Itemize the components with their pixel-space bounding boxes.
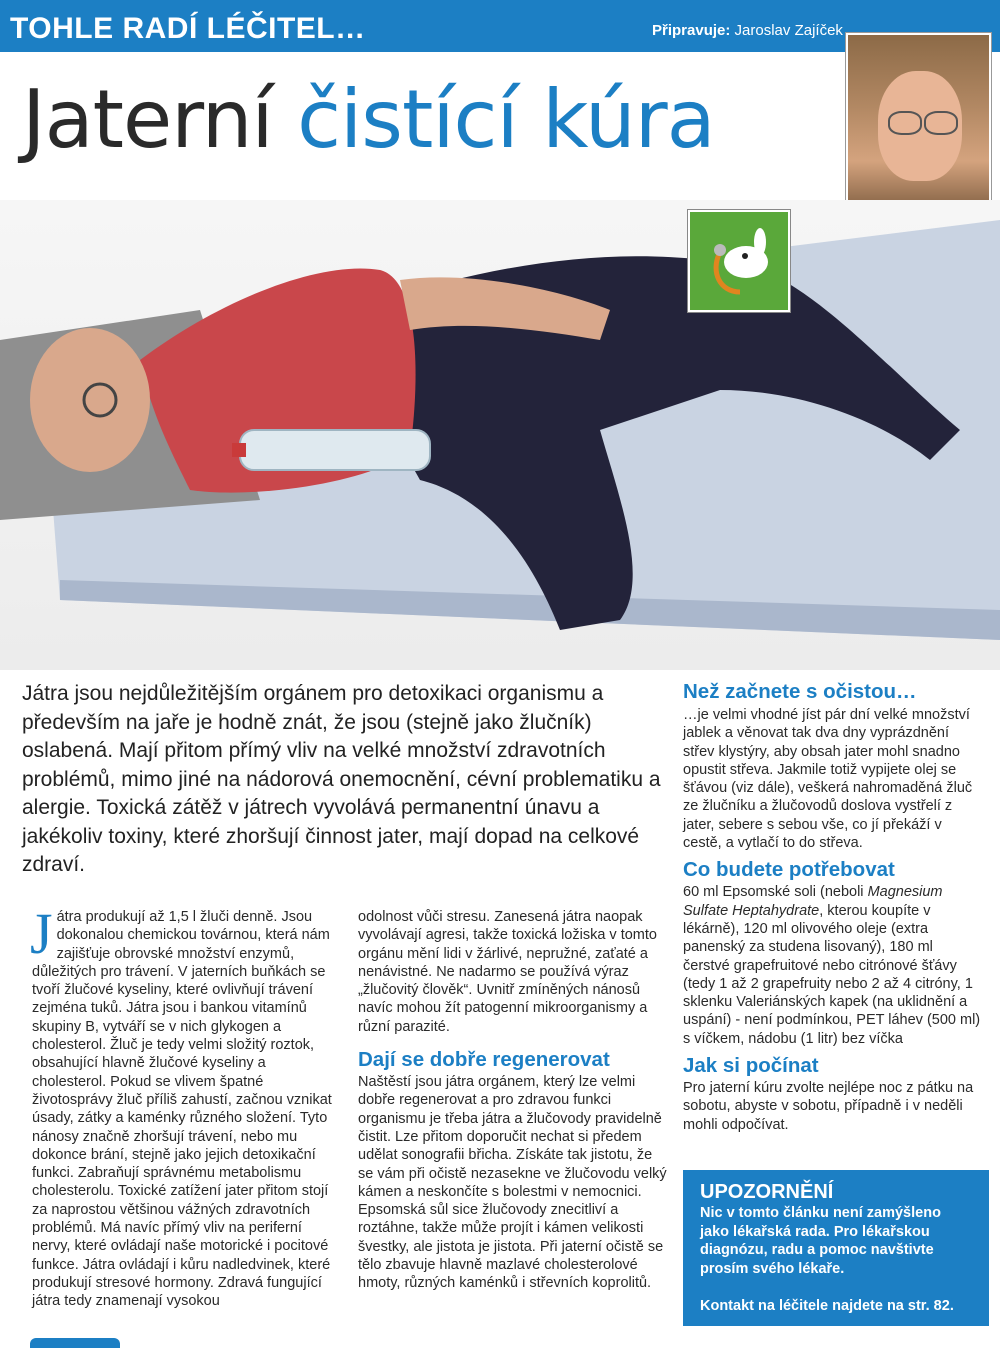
column-3-text-2 — [683, 883, 983, 1048]
portrait-glasses-left — [888, 111, 922, 135]
needs-text-a: 60 ml Epsomské soli (neboli — [683, 884, 868, 901]
needs-text-c: , kterou koupíte v lékárně), 120 ml olivového oleje (extra panenský za studena lisovaný), 180 ml čerstvé grapefruitové nebo citrónové šťávy (tedy 1 až 2 grapefruity nebo 2 až 4 citróny, 1 sklenku Valeriánských kapek (na uklidnění a uspání) - není podmínkou, PET láhev (500 ml) s víčkem, nádobu (1 litr) bez víčka — [683, 902, 981, 1047]
warning-title: UPOZORNĚNÍ — [700, 1181, 834, 1203]
bottle-cap — [232, 443, 246, 457]
subhead-before-cleanse: Než začnete s očistou… — [683, 680, 917, 703]
warning-box — [683, 1170, 989, 1326]
author-credit — [652, 22, 843, 39]
needs-latin-name: Magnesium Sulfate Heptahydrate — [683, 884, 943, 919]
main-photo — [0, 200, 1000, 670]
column-2-text-2: Naštěstí jsou játra orgánem, který lze velmi dobře regenerovat a pro zdravou funkci organismu je třeba játra a žlučovody pravidelně čistit. Lze přitom doporučit nechat si předem udělat sonografii břicha. Získáte tak jistotu, že se vám při očistě nezasekne ve žlučovodu velký kámen a neskončíte s bolestmi v nemocnici. Epsomská sůl sice žlučovody znecitliví a roztáhne, takže může projít i kámen velikosti švestky, ale jistota je jistota. Při jaterní očistě se tělo zbavuje hlavně mazlavé cholesterolové hmoty, různých kaménků i střevních koprolitů. — [358, 1074, 667, 1292]
photo-illustration — [0, 200, 1000, 670]
subhead-what-you-need: Co budete potřebovat — [683, 858, 895, 882]
warning-text: Nic v tomto článku není zamýšleno jako lékařská rada. Pro lékařskou diagnózu, radu a pomoc navštivte prosím svého lékaře. — [700, 1205, 941, 1277]
doctor-dog-logo — [688, 210, 790, 312]
column-3-text-3: Pro jaterní kúru zvolte nejlépe noc z pátku na sobotu, abyste v sobotu, případně i v neděli mohli odpočívat. — [683, 1080, 974, 1133]
water-bottle — [240, 430, 430, 470]
column-2 — [358, 908, 668, 1293]
column-1-text: átra produkují až 1,5 l žluči denně. Jsou dokonalou chemickou továrnou, která nám zajišťuje obrovské množství enzymů, důležitých pro trávení. V jaterních buňkách se tvoří žlučové kyseliny, které ovlivňují trávení zejména tuků. Játra jsou i bankou vitamínů skupiny B, vytváří se v nich glykogen a cholesterol. Žluč je tedy velmi složitý roztok, obsahující hlavně žlučové kyseliny a cholesterol. Pokud se vlivem špatné životosprávy žluč příliš zahustí, začnou vznikat úsady, zátky a kaménky různého složení. Tyto nánosy značně zhoršují trávení, nebo mu dokonce brání, stejně jako jejich detoxikační funkci. Zabraňují správnému metabolismu cholesterolu. Toxické zatížení jater přitom stojí za naprostou většinou vážných zdravotních problémů. Má navíc přímý vliv na periferní nervy, které ovládají naše motorické i pocitové funkce. Játra ovládají i kůru nadledvinek, které produkují stresové hormony. Zdravá fungující játra tedy znamenají vysokou — [32, 909, 332, 1310]
article-headline — [22, 73, 715, 166]
column-2-text-1: odolnost vůči stresu. Zanesená játra naopak vyvolávají agresi, takže toxická ložiska v tomto orgánu mění lidi v žárlivé, nepružné, zaťaté a nenávistné. Ne nadarmo se používá výraz „žlučovitý člověk“. Uvnitř zmíněných nánosů navíc mohou žít patogenní mikroorganismy a různí parazité. — [358, 909, 657, 1035]
footer-mark — [30, 1338, 120, 1348]
warning-contact: Kontakt na léčitele najdete na str. 82. — [700, 1298, 954, 1314]
dog-icon — [690, 212, 788, 310]
dropcap: J — [30, 901, 53, 966]
author-label: Připravuje: — [652, 22, 731, 39]
column-1 — [30, 901, 332, 1311]
headline-word2: čistící kúra — [297, 73, 715, 166]
lead-paragraph: Játra jsou nejdůležitějším orgánem pro detoxikaci organismu a především na jaře je hodně znát, že jsou (stejně jako žlučník) oslabená. Mají přitom přímý vliv na velké množství zdravotních problémů, mimo jiné na nádorová onemocnění, cévní problematiku a alergie. Toxická zátěž v játrech vyvolává permanentní únavu a jakékoliv toxiny, které zhoršují činnost jater, mají dopad na celkové zdraví. — [22, 682, 661, 876]
head — [30, 328, 150, 472]
author-name: Jaroslav Zajíček — [734, 22, 843, 39]
column-3 — [683, 680, 983, 1134]
section-title: TOHLE RADÍ LÉČITEL… — [10, 12, 366, 45]
subhead-regenerate: Dají se dobře regenerovat — [358, 1048, 610, 1072]
author-portrait — [846, 33, 991, 217]
subhead-how-to-proceed: Jak si počínat — [683, 1054, 819, 1078]
headline-word1: Jaterní — [22, 73, 273, 166]
column-3-text-1: …je velmi vhodné jíst pár dní velké množství jablek a věnovat tak dva dny vyprázdnění střev klystýry, aby obsah jater mohl snadno opustit střeva. Jakmile totiž vypijete olej se šťávou (viz dále), veškerá nahromaděná žluč ze žlučníku a žlučovodů doslova vystřelí z jater, sebere s sebou vše, co jí překáží v cestě, a vytlačí to do střeva. — [683, 707, 973, 852]
portrait-glasses-right — [924, 111, 958, 135]
